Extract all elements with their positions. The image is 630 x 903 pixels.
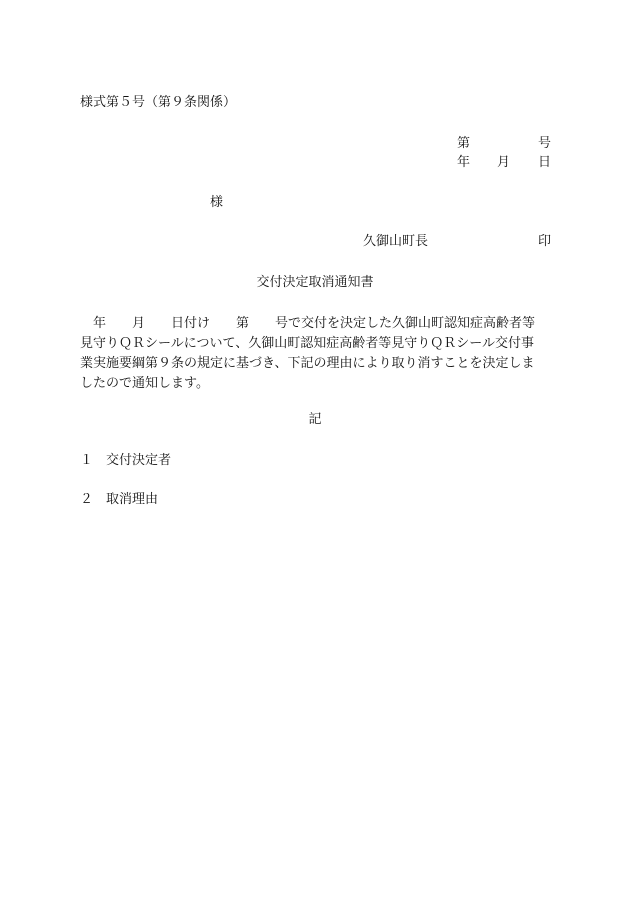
form-label: 様式第５号（第９条関係） [80,95,237,110]
document-number-label: 第 [457,136,471,151]
body-paragraph [80,314,552,394]
document-number-suffix: 号 [538,136,552,151]
ki-heading: 記 [308,412,322,427]
body-line: したので通知します。 [80,376,209,391]
document-title: 交付決定取消通知書 [256,275,374,290]
item-label: 取消理由 [106,492,159,507]
list-item [80,492,158,508]
date-year-label: 年 [457,155,471,170]
body-line: 年 月 日付け 第 号で交付を決定した久御山町認知症高齢者等 [80,316,536,331]
recipient-suffix: 様 [210,195,224,210]
item-label: 交付決定者 [106,453,172,468]
date-month-label: 月 [497,155,511,170]
body-line: 見守りＱＲシールについて、久御山町認知症高齢者等見守りＱＲシール交付事 [80,336,534,351]
item-number: ２ [80,492,94,507]
item-number: １ [80,453,94,468]
body-line: 業実施要綱第９条の規定に基づき、下記の理由により取り消すことを決定しま [80,356,535,371]
date-day-label: 日 [538,155,552,170]
seal-mark: 印 [538,234,552,249]
list-item [80,453,171,469]
issuer-name: 久御山町長 [363,234,429,249]
